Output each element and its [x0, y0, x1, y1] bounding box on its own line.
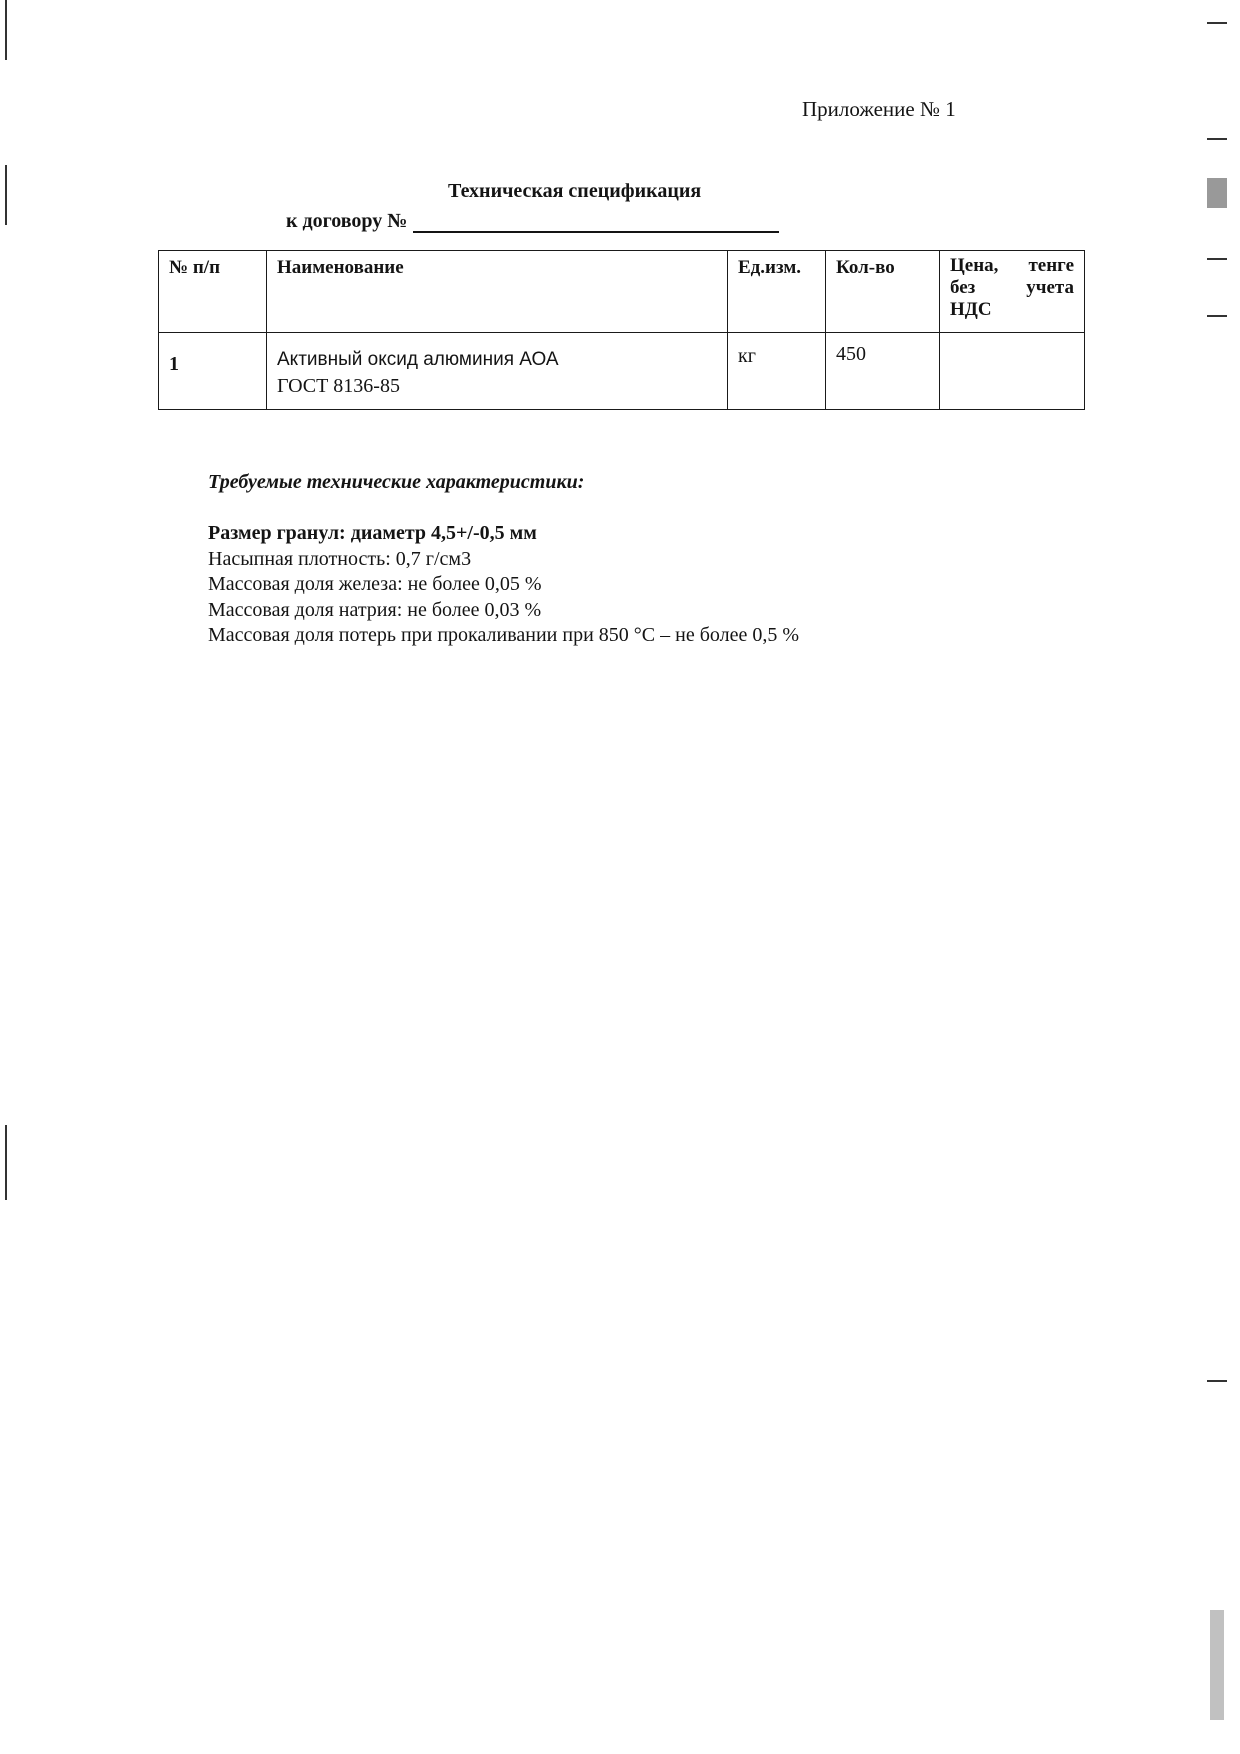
scan-edge-mark	[1207, 315, 1227, 317]
header-cell-unit: Ед.изм.	[728, 251, 826, 333]
scan-edge-mark	[5, 165, 7, 225]
scan-edge-mark	[5, 1125, 7, 1200]
scan-edge-mark	[1207, 22, 1227, 24]
appendix-label: Приложение № 1	[802, 97, 956, 121]
scan-edge-mark	[1210, 1610, 1224, 1720]
requirements-list	[208, 521, 799, 649]
scan-edge-mark	[1207, 178, 1227, 208]
cell-number: 1	[159, 333, 267, 410]
requirement-bulk-density: Насыпная плотность: 0,7 г/см3	[208, 547, 472, 570]
requirement-iron-fraction: Массовая доля железа: не более 0,05 %	[208, 573, 542, 595]
specification-table	[158, 250, 1085, 410]
requirement-ignition-loss: Массовая доля потерь при прокаливании при 850 °С – не более 0,5 %	[208, 624, 799, 646]
cell-unit: кг	[728, 333, 826, 410]
contract-number-blank	[413, 213, 779, 233]
header-cell-name: Наименование	[267, 251, 728, 333]
product-name: Активный оксид алюминия АОА	[277, 349, 559, 370]
contract-reference	[286, 210, 779, 233]
scan-edge-mark	[5, 0, 7, 60]
scan-edge-mark	[1207, 138, 1227, 140]
cell-name	[267, 333, 728, 410]
cell-quantity: 450	[826, 333, 940, 410]
requirement-granule-size: Размер гранул: диаметр 4,5+/-0,5 мм	[208, 522, 537, 544]
requirement-sodium-fraction: Массовая доля натрия: не более 0,03 %	[208, 598, 542, 621]
scan-edge-mark	[1207, 1380, 1227, 1382]
contract-label: к договору №	[286, 210, 408, 232]
header-cell-number: № п/п	[159, 251, 267, 333]
cell-price	[940, 333, 1085, 410]
header-cell-price: Цена, тенге без учета НДС	[940, 251, 1085, 333]
table-header-row	[159, 251, 1085, 333]
product-standard: ГОСТ 8136-85	[277, 375, 400, 397]
header-cell-quantity: Кол-во	[826, 251, 940, 333]
requirements-heading: Требуемые технические характеристики:	[208, 471, 585, 493]
scan-edge-mark	[1207, 258, 1227, 260]
table-row	[159, 333, 1085, 410]
document-title: Техническая спецификация	[448, 180, 702, 202]
